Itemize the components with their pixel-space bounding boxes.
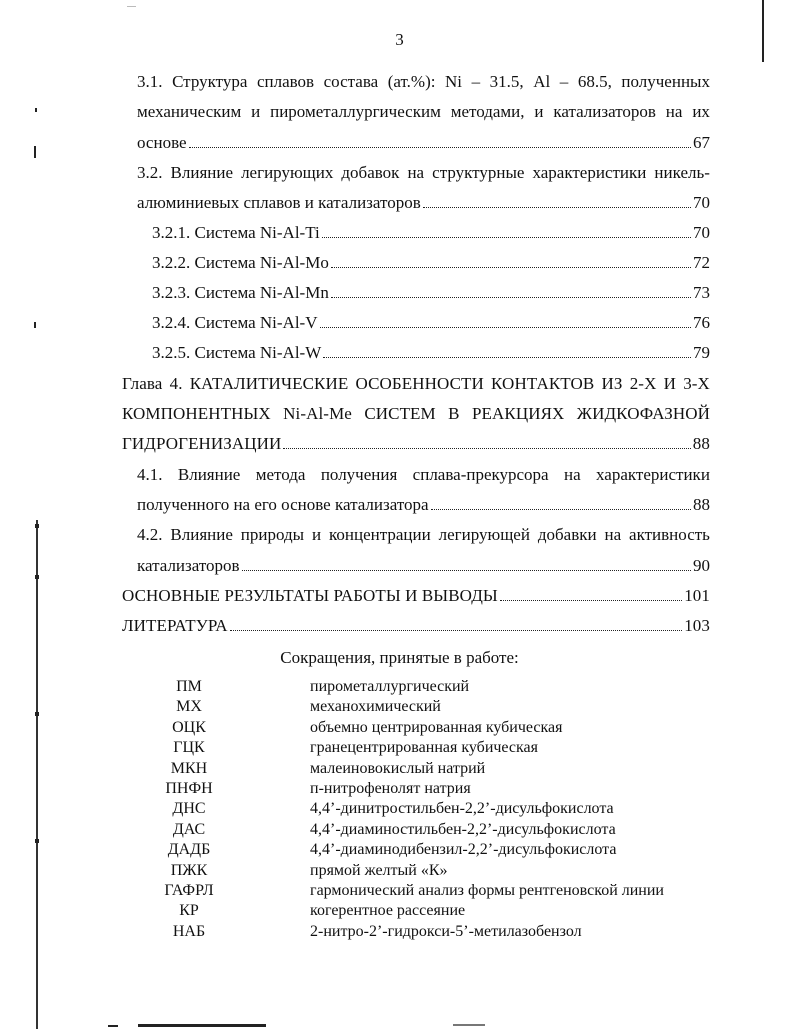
scan-mark: [127, 6, 136, 7]
toc-3-1-line-2: [137, 102, 710, 122]
toc-entry-text: алюминиевых сплавов и катализаторов: [137, 193, 421, 212]
scan-mark: [34, 322, 36, 328]
toc-page-number: 90: [693, 556, 710, 575]
word: В: [448, 404, 460, 423]
abbreviation-definition: 4,4’-диаминостильбен-2,2’-дисульфокислота: [310, 820, 616, 838]
word: Влияние: [170, 163, 234, 182]
toc-page-number: 103: [684, 616, 710, 635]
word: КОНТАКТОВ: [491, 374, 595, 393]
scan-mark: [35, 524, 39, 528]
toc-3-2-line-2[interactable]: [137, 193, 710, 213]
abbreviation-definition: механохимический: [310, 698, 441, 716]
abbreviation-definition: 4,4’-диаминодибензил-2,2’-дисульфокислота: [310, 841, 617, 859]
word: 2-Х: [629, 374, 657, 393]
word: получения: [320, 465, 398, 484]
abbreviation-code: ДНС: [172, 800, 206, 818]
word: Структура: [172, 72, 248, 91]
abbreviation-definition: гармонический анализ формы рентгеновской линии: [310, 882, 664, 899]
dot-leader: [242, 570, 691, 571]
dot-leader: [189, 147, 691, 148]
toc-entry-text: основе: [137, 133, 187, 152]
abbreviation-definition: гранецентрированная кубическая: [310, 739, 539, 757]
scan-mark: [35, 839, 39, 843]
toc-4-1-line-1: [137, 465, 710, 485]
abbreviation-code: ПМ: [176, 678, 202, 695]
word: структурные: [432, 163, 525, 182]
toc-3-2-5[interactable]: [152, 343, 710, 363]
word: 3.2.: [137, 163, 163, 182]
abbreviation-definition: пирометаллургический: [310, 678, 470, 695]
toc-page-number: 70: [693, 223, 710, 242]
word: на: [563, 465, 581, 484]
abbreviation-code: НАБ: [172, 922, 206, 940]
word: добавки: [537, 525, 597, 544]
word: сплавов: [256, 72, 315, 91]
toc-results[interactable]: [122, 586, 710, 606]
toc-3-2-1[interactable]: [152, 223, 710, 243]
scan-mark: [762, 0, 764, 62]
word: ОСОБЕННОСТИ: [355, 374, 484, 393]
toc-4-2-line-2[interactable]: [137, 556, 710, 576]
toc-page-number: 76: [693, 313, 710, 332]
abbreviation-definition: 2-нитро-2’-гидрокси-5’-метилазобензол: [310, 922, 582, 940]
abbreviation-definition: объемно центрированная кубическая: [310, 718, 563, 736]
word: ИЗ: [601, 374, 623, 393]
scan-mark: [35, 712, 39, 716]
word: легирующей: [438, 525, 530, 544]
abbreviation-code: ПНФН: [165, 780, 213, 797]
toc-page-number: 72: [693, 253, 710, 272]
dot-leader: [230, 630, 683, 631]
dot-leader: [331, 267, 691, 268]
word: 4.1.: [137, 465, 163, 484]
word: 68.5,: [577, 72, 612, 91]
word: –: [471, 72, 481, 91]
toc-4-2-line-1: [137, 525, 710, 545]
word: их: [692, 102, 710, 121]
abbreviation-code: ДАС: [172, 820, 206, 838]
toc-page-number: 88: [692, 434, 710, 453]
word: 4.: [169, 374, 183, 393]
word: (ат.%):: [387, 72, 436, 91]
toc-entry-text: полученного на его основе катализатора: [137, 495, 429, 514]
page-number: 3: [395, 30, 404, 49]
toc-4-1-line-2[interactable]: [137, 495, 710, 515]
toc-chapter-4-line-3[interactable]: [122, 434, 710, 454]
word: состава: [323, 72, 379, 91]
abbreviation-code: ГАФРЛ: [164, 882, 214, 899]
word: активность: [629, 525, 710, 544]
word: характеристики: [532, 163, 647, 182]
abbreviation-definition: п-нитрофенолят натрия: [310, 780, 471, 797]
word: полученных: [621, 72, 710, 91]
toc-page-number: 73: [693, 283, 710, 302]
toc-3-2-line-1: [137, 163, 710, 183]
word: 3-Х: [683, 374, 710, 393]
scan-mark: [34, 146, 36, 158]
word: КОМПОНЕНТНЫХ: [122, 404, 271, 423]
dot-leader: [323, 357, 691, 358]
word: и: [311, 525, 322, 544]
toc-literature[interactable]: [122, 616, 710, 636]
dot-leader: [283, 448, 690, 449]
toc-3-2-4[interactable]: [152, 313, 710, 333]
toc-entry-text: 3.2.1. Система Ni-Al-Ti: [152, 223, 320, 242]
word: Влияние: [170, 525, 233, 544]
toc-entry-text: 3.2.2. Система Ni-Al-Mo: [152, 253, 329, 272]
abbreviation-code: МКН: [170, 759, 208, 777]
dot-leader: [423, 207, 691, 208]
dot-leader: [331, 297, 691, 298]
scan-mark: [138, 1024, 266, 1027]
word: на: [665, 102, 683, 121]
word: легирующих: [241, 163, 334, 182]
word: добавок: [341, 163, 400, 182]
word: сплава-прекурсора: [412, 465, 549, 484]
word: и: [251, 102, 261, 121]
word: Влияние: [177, 465, 241, 484]
abbreviation-code: ОЦК: [172, 718, 206, 736]
word: 4.2.: [137, 525, 163, 544]
scan-mark: [35, 108, 37, 112]
scan-mark: [36, 520, 38, 1029]
dot-leader: [500, 600, 682, 601]
word: пирометаллургическим: [270, 102, 441, 121]
toc-3-2-2[interactable]: [152, 253, 710, 273]
dot-leader: [322, 237, 691, 238]
word: метода: [255, 465, 306, 484]
word: 31.5,: [489, 72, 524, 91]
word: 3.1.: [137, 72, 163, 91]
word: и: [534, 102, 544, 121]
abbreviation-definition: малеиновокислый натрий: [310, 759, 486, 777]
word: концентрации: [329, 525, 431, 544]
toc-page-number: 70: [693, 193, 710, 212]
word: Al: [533, 72, 551, 91]
word: –: [559, 72, 569, 91]
dot-leader: [320, 327, 692, 328]
abbreviation-code: МХ: [176, 698, 202, 716]
toc-page-number: 101: [684, 586, 710, 605]
abbreviation-code: КР: [179, 902, 199, 920]
toc-entry-text: 3.2.4. Система Ni-Al-V: [152, 313, 318, 332]
abbreviation-definition: прямой желтый «К»: [310, 861, 448, 879]
toc-entry-text: катализаторов: [137, 556, 240, 575]
word: ЖИДКОФАЗНОЙ: [576, 404, 710, 423]
abbreviations-title: Сокращения, принятые в работе:: [280, 648, 519, 667]
toc-3-1-line-1: [137, 72, 710, 92]
word: СИСТЕМ: [364, 404, 436, 423]
abbreviation-definition: 4,4’-динитростильбен-2,2’-дисульфокислота: [310, 800, 614, 818]
toc-entry-text: ГИДРОГЕНИЗАЦИИ: [122, 434, 282, 453]
toc-chapter-4-line-2: [122, 404, 710, 424]
dot-leader: [431, 509, 691, 510]
toc-chapter-4-line-1: [122, 374, 710, 394]
abbreviation-definition: когерентное рассеяние: [310, 902, 466, 920]
word: характеристики: [596, 465, 710, 484]
abbreviation-code: ДАДБ: [167, 841, 211, 859]
word: никель-: [654, 163, 710, 182]
word: методами,: [450, 102, 525, 121]
word: Ni: [445, 72, 463, 91]
toc-page-number: 67: [693, 133, 710, 152]
scan-mark: [453, 1024, 485, 1026]
toc-page-number: 79: [693, 343, 710, 362]
toc-entry-text: 3.2.5. Система Ni-Al-W: [152, 343, 322, 362]
toc-page-number: 88: [693, 495, 710, 514]
word: механическим: [137, 102, 242, 121]
word: Ni-Al-Me: [283, 404, 352, 423]
toc-3-2-3[interactable]: [152, 283, 710, 303]
word: на: [407, 163, 425, 182]
abbreviation-code: ГЦК: [173, 739, 205, 757]
word: на: [604, 525, 622, 544]
word: природы: [240, 525, 305, 544]
word: И: [663, 374, 677, 393]
toc-entry-text: ЛИТЕРАТУРА: [122, 616, 228, 635]
word: КАТАЛИТИЧЕСКИЕ: [189, 374, 349, 393]
scan-mark: [35, 575, 39, 579]
toc-entry-text: ОСНОВНЫЕ РЕЗУЛЬТАТЫ РАБОТЫ И ВЫВОДЫ: [122, 586, 498, 605]
word: РЕАКЦИЯХ: [471, 404, 565, 423]
word: Глава: [122, 374, 163, 393]
word: катализаторов: [553, 102, 656, 121]
scan-mark: [108, 1025, 118, 1027]
abbreviation-code: ПЖК: [170, 861, 208, 879]
toc-entry-text: 3.2.3. Система Ni-Al-Mn: [152, 283, 329, 302]
toc-3-1-line-3[interactable]: [137, 133, 710, 153]
